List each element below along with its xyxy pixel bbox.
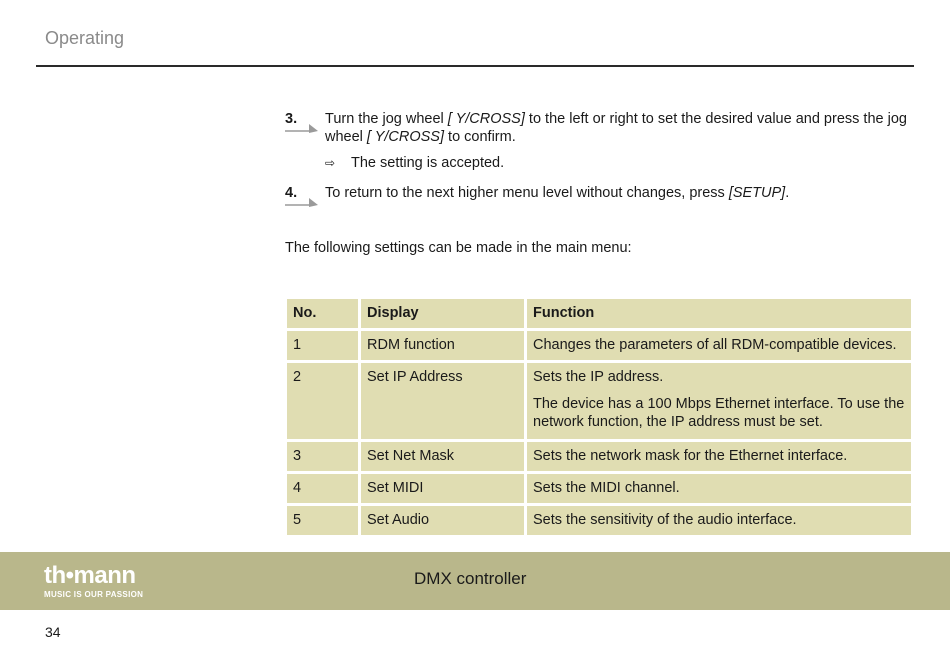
cell-no: 2 [287,363,358,439]
cell-function: Sets the network mask for the Ethernet interface. [527,442,911,471]
cell-no: 5 [287,506,358,535]
table-intro: The following settings can be made in the main menu: [285,240,632,256]
cell-display: Set MIDI [361,474,524,503]
table-row [287,331,911,360]
step-3 [285,110,910,146]
cell-function: Sets the IP address. The device has a 100 Mbps Ethernet interface. To use the network function, the IP address must be set. [527,363,911,439]
step-number: 4. [285,185,298,201]
cell-display: Set Net Mask [361,442,524,471]
control-label: [ Y/CROSS] [366,129,445,145]
cell-display: Set IP Address [361,363,524,439]
header-no: No. [287,299,358,328]
header-display: Display [361,299,524,328]
table-row [287,363,911,439]
result-text: The setting is accepted. [351,155,505,171]
brand-tagline: MUSIC IS OUR PASSION [44,590,144,599]
brand-logo [44,564,143,599]
table-row [287,442,911,471]
header-function: Function [527,299,911,328]
result-arrow-icon: ⇨ [325,156,336,170]
step-arrow-icon [285,123,319,133]
cell-no: 3 [287,442,358,471]
table-row [287,506,911,535]
step-4 [285,184,910,202]
footer-band [0,552,950,610]
cell-no: 4 [287,474,358,503]
section-title: Operating [45,28,125,48]
step-arrow-icon [285,197,319,207]
cell-display: RDM function [361,331,524,360]
step-text: Turn the jog wheel [ Y/CROSS] to the left or right to set the desired value and press the jog wheel [ Y/CROSS] to confirm. [325,111,907,145]
control-label: [SETUP] [728,185,786,201]
cell-display: Set Audio [361,506,524,535]
cell-function: Changes the parameters of all RDM-compatible devices. [527,331,911,360]
cell-function: Sets the sensitivity of the audio interface. [527,506,911,535]
control-label: [ Y/CROSS] [447,111,525,127]
page-number: 34 [45,624,61,640]
step-number: 3. [285,111,298,127]
cell-no: 1 [287,331,358,360]
settings-table [284,296,914,538]
brand-name: th•mann [44,562,136,589]
step-text: To return to the next higher menu level without changes, press [SETUP]. [325,185,790,201]
product-name: DMX controller [414,569,527,588]
table-header-row [287,299,911,328]
table-row [287,474,911,503]
cell-function: Sets the MIDI channel. [527,474,911,503]
step-result [325,154,504,172]
header-divider [36,65,914,67]
cell-function-note: The device has a 100 Mbps Ethernet interface. To use the network function, the IP address must be set. [533,396,905,430]
